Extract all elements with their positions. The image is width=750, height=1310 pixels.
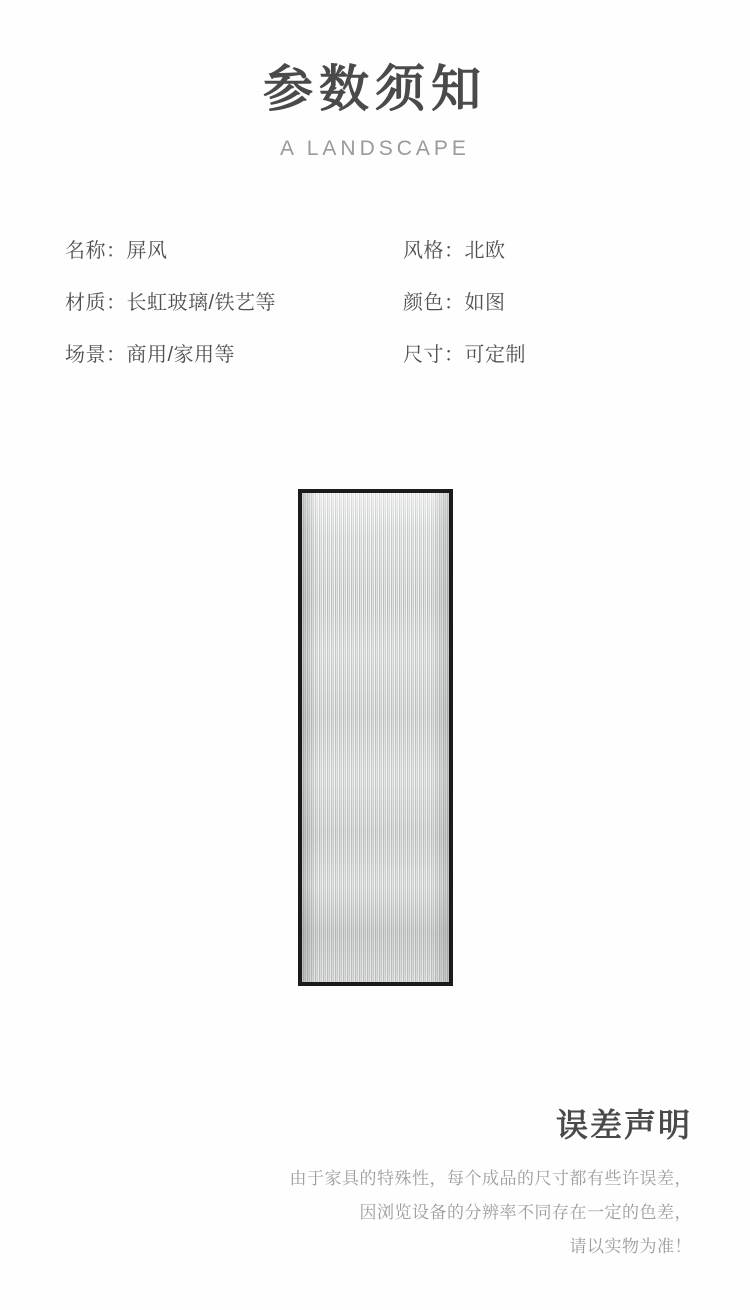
spec-label: 名称： <box>65 240 127 262</box>
spec-row <box>55 234 395 263</box>
glass-edge-shadow <box>302 493 449 982</box>
product-image-container <box>0 489 750 986</box>
spec-value: 商用/家用等 <box>126 344 236 366</box>
spec-row <box>55 286 395 315</box>
page-title: 参数须知 <box>263 61 487 117</box>
spec-label: 场景： <box>65 344 127 366</box>
spec-value: 长虹玻璃/铁艺等 <box>126 292 277 314</box>
disclaimer-line: 由于家具的特殊性，每个成品的尺寸都有些许误差， <box>289 1169 692 1188</box>
spec-value: 北欧 <box>464 240 506 262</box>
spec-label: 风格： <box>403 240 465 262</box>
disclaimer-section <box>290 1100 693 1264</box>
page-header <box>0 0 750 161</box>
spec-row <box>395 234 695 263</box>
spec-row <box>395 286 695 315</box>
spec-label: 材质： <box>65 292 127 314</box>
disclaimer-line: 因浏览设备的分辨率不同存在一定的色差， <box>359 1203 692 1222</box>
spec-value: 如图 <box>464 292 506 314</box>
spec-value: 屏风 <box>126 240 168 262</box>
spec-value: 可定制 <box>464 344 526 366</box>
disclaimer-line: 请以实物为准！ <box>569 1237 692 1256</box>
spec-row <box>55 338 395 367</box>
spec-label: 尺寸： <box>403 344 465 366</box>
disclaimer-title: 误差声明 <box>555 1107 692 1143</box>
spec-list <box>0 223 750 379</box>
spec-row <box>395 338 695 367</box>
spec-label: 颜色： <box>403 292 465 314</box>
page-subtitle: A LANDSCAPE <box>280 136 470 160</box>
product-screen-image <box>298 489 453 986</box>
